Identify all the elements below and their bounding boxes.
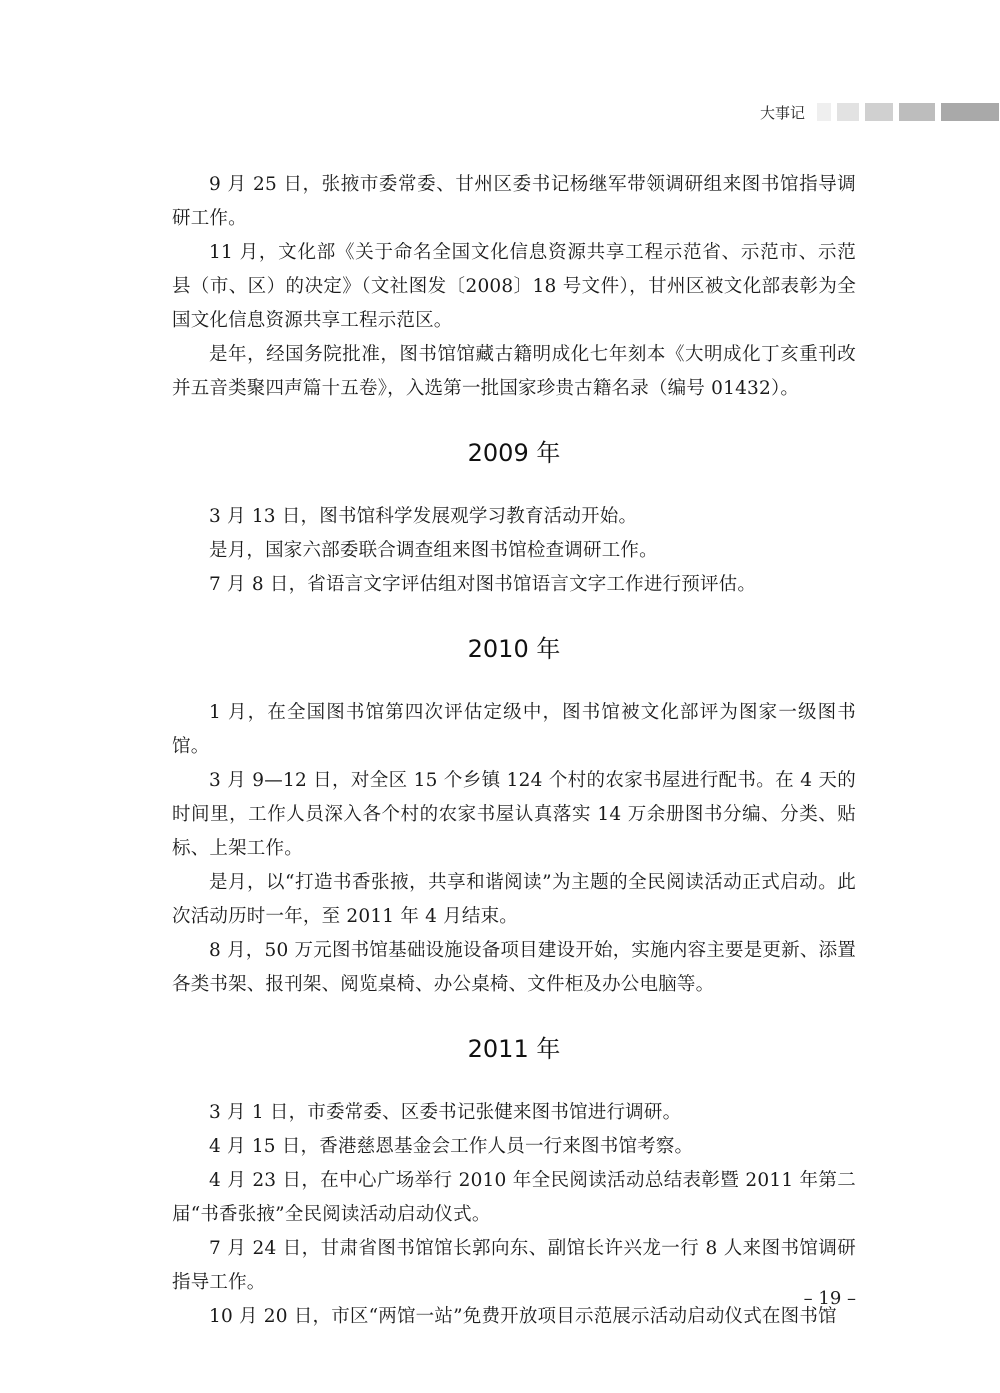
paragraph: 8 月，50 万元图书馆基础设施设备项目建设开始，实施内容主要是更新、添置各类书架、报刊架、阅览桌椅、办公桌椅、文件柜及办公电脑等。 [172,940,856,995]
paragraph: 4 月 23 日，在中心广场举行 2010 年全民阅读活动总结表彰暨 2011 年第二届“书香张掖”全民阅读活动启动仪式。 [172,1170,856,1225]
header-bar [817,103,831,121]
year-heading-2009: 2009 年 [467,439,561,467]
paragraph: 是月，以“打造书香张掖，共享和谐阅读”为主题的全民阅读活动正式启动。此次活动历时一年，至 2011 年 4 月结束。 [172,872,856,927]
header-bar [899,103,935,121]
paragraph: 10 月 20 日，市区“两馆一站”免费开放项目示范展示活动启动仪式在图书馆 [209,1306,837,1327]
paragraph: 3 月 13 日，图书馆科学发展观学习教育活动开始。 [209,506,638,527]
year-heading-2011: 2011 年 [467,1035,561,1063]
paragraph: 是月，国家六部委联合调查组来图书馆检查调研工作。 [209,540,658,561]
page-number: – 19 – [803,1288,856,1309]
paragraph: 1 月，在全国图书馆第四次评估定级中，图书馆被文化部评为图家一级图书馆。 [172,702,856,757]
paragraph: 3 月 1 日，市委常委、区委书记张健来图书馆进行调研。 [209,1102,682,1123]
paragraph: 11 月，文化部《关于命名全国文化信息资源共享工程示范省、示范市、示范县（市、区）的决定》（文社图发〔2008〕18 号文件），甘州区被文化部表彰为全国文化信息资源共享工程示范区。 [172,242,856,331]
running-header [760,100,999,124]
paragraph: 4 月 15 日，香港慈恩基金会工作人员一行来图书馆考察。 [209,1136,694,1157]
paragraph: 9 月 25 日，张掖市委常委、甘州区委书记杨继军带领调研组来图书馆指导调研工作。 [172,174,856,229]
header-bar [837,103,859,121]
header-bar [865,103,893,121]
page-body [172,168,856,1334]
header-decoration-bars [817,103,999,121]
paragraph: 7 月 8 日，省语言文字评估组对图书馆语言文字工作进行预评估。 [209,574,757,595]
paragraph: 是年，经国务院批准，图书馆馆藏古籍明成化七年刻本《大明成化丁亥重刊改并五音类聚四声篇十五卷》，入选第一批国家珍贵古籍名录（编号 01432）。 [172,344,856,399]
paragraph: 3 月 9—12 日，对全区 15 个乡镇 124 个村的农家书屋进行配书。在 4 天的时间里，工作人员深入各个村的农家书屋认真落实 14 万余册图书分编、分类、贴标、上架工作。 [172,770,856,859]
header-bar [941,103,999,121]
year-heading-2010: 2010 年 [467,635,561,663]
running-header-title: 大事记 [760,103,806,122]
paragraph: 7 月 24 日，甘肃省图书馆馆长郭向东、副馆长许兴龙一行 8 人来图书馆调研指导工作。 [172,1238,856,1293]
